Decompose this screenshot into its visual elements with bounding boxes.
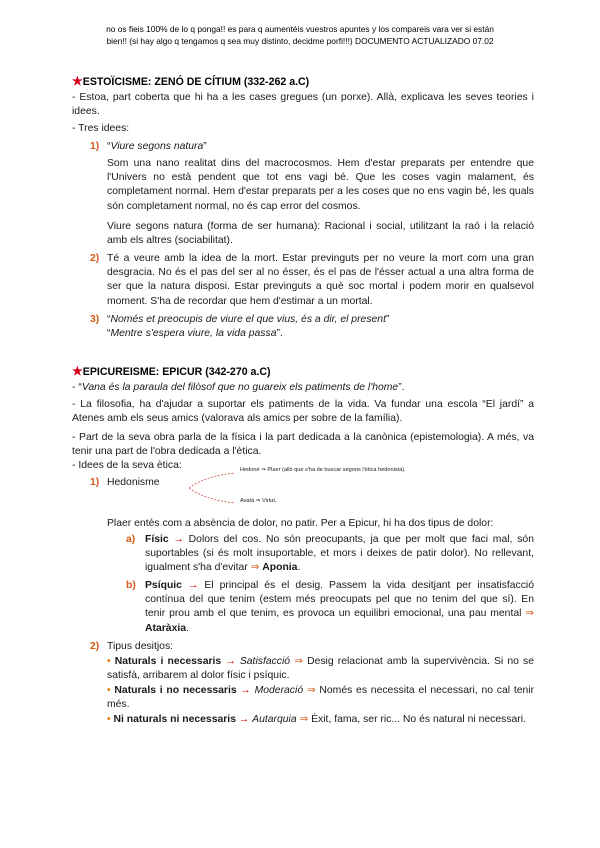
pain-psychic: Psíquic → El principal és el desig. Passem la vida desitjant per insatisfacció contínua del que tenim (estem més preocupats pel que no tenim del que sí). En tenir prou amb el que tenim, es provoca un equilibri emocional, una pau mental ⇒ Ataràxia. [145, 580, 535, 634]
arrow-right-icon: → [238, 714, 250, 725]
list-letter: b) [126, 580, 136, 591]
header-line-2: bien!! (si hay algo q tengamos q sea muy distinto, decidme porfi!!!) DOCUMENTO ACTUALIZADO 07.02 [106, 35, 494, 46]
term: Naturals i no necessaris [114, 685, 237, 696]
star-icon: ★ [72, 74, 83, 88]
desire-type [107, 713, 534, 727]
term: Ni naturals ni necessaris [113, 714, 236, 725]
paragraph: - Estoa, part coberta que hi ha a les cases gregues (un porxe). Allà, explicava les seves teories i idees. [72, 92, 534, 118]
header-note [60, 24, 540, 47]
paragraph: Plaer entès com a absència de dolor, no patir. Per a Epicur, hi ha dos tipus de dolor: [107, 518, 494, 529]
description: Desig relacionat amb la supervivència. Si no se satisfà, arribarem al dolor físic i psíquic. [107, 656, 535, 682]
term: Físic [145, 534, 169, 545]
quote-text: Viure segons natura [110, 141, 204, 152]
star-icon: ★ [72, 364, 83, 378]
quality: Autarquia [252, 714, 297, 725]
double-arrow-icon: ⇒ [250, 562, 260, 574]
quality: Moderació [254, 685, 304, 696]
bullet-icon: • [107, 714, 111, 725]
list-number: 3) [90, 314, 100, 325]
diagram-line-bottom [189, 488, 235, 503]
list-item-quote: “Mentre s'espera viure, la vida passa”. [107, 328, 283, 339]
diagram-line-top [189, 473, 235, 488]
paragraph: Som una nano realitat dins del macrocosmos. Hem d'estar preparats per entendre que l'Univers no està pendent que tot ens vagi bé. Que les coses vagin malament, és completament normal. Hem d'estar preparats per a les coses que no ens vagin bé, les quals són completament normal, no és cap error del cosmos. [107, 158, 534, 212]
list-number: 1) [90, 141, 100, 152]
list-item-quote: “Viure segons natura” [107, 141, 207, 152]
description: Dolors del cos. No són preocupants, ja que per molt que faci mal, són suportables (si és molt insuportable, et mors i deixes de patir dolor). No rellevant, igualment s'ha d'evitar [145, 534, 534, 574]
paragraph: - “Vana és la paraula del filòsof que no guareix els patiments de l'home”. [72, 382, 405, 393]
section-title-stoicism [72, 74, 309, 89]
result: Ataràxia [145, 622, 187, 634]
arrow-right-icon: → [225, 656, 236, 667]
description: Èxit, fama, ser ric... No és natural ni necessari. [311, 714, 526, 725]
hedonism-diagram-lines [185, 470, 245, 510]
section-title-text: ESTOÏCISME: ZENÓ DE CÍTIUM (332-262 a.C) [82, 76, 310, 88]
result: Aponia [262, 562, 298, 574]
header-line-1: no os fieis 100% de lo q ponga!! es para q aumentéis vuestros apuntes y los compareis vara ver si están [106, 24, 494, 34]
paragraph: - La filosofia, ha d'ajudar a suportar els patiments de la vida. Va fundar una escola “El jardí” a Atenes amb els seus amics (valorava als amics per sobre de la família). [72, 399, 534, 425]
section-title-epicureanism [72, 364, 271, 379]
desire-type [107, 655, 534, 683]
list-letter: a) [126, 534, 136, 545]
desire-type [107, 684, 534, 712]
quote-text: Mentre s'espera viure, la vida passa [110, 328, 277, 339]
quote-text: Només et preocupis de viure el que vius, és a dir, el present [110, 314, 386, 325]
list-item-quote: “Només et preocupis de viure el que vius, és a dir, el present” [107, 314, 390, 325]
description: Només es necessita el necessari, no cal tenir més. [107, 685, 535, 711]
paragraph: - Part de la seva obra parla de la física i la part dedicada a la canònica (epistemologia). A més, va tenir una part de l'obra dedicada a l'ètica. [72, 432, 534, 458]
double-arrow-icon: ⇒ [294, 656, 303, 667]
diagram-label-top: Hedoné ⇒ Plaer (allò que s'ha de buscar segons l'ètica hedonista). [240, 467, 406, 473]
double-arrow-icon: ⇒ [306, 685, 316, 696]
list-item-label: Tipus desitjos: [107, 641, 174, 652]
list-item-label: Hedonisme [107, 477, 160, 488]
paragraph: Viure segons natura (forma de ser humana): Racional i social, utilitzant la raó i la relació amb els altres (sociabilitat). [107, 221, 534, 247]
paragraph: - Idees de la seva ètica: [72, 460, 182, 471]
term: Naturals i necessaris [114, 656, 222, 667]
bullet-icon: • [107, 685, 111, 696]
paragraph: - Tres idees: [72, 123, 130, 134]
pain-physical: Físic → Dolors del cos. No són preocupants, ja que per molt que faci mal, són suportables (si és molt insuportable, et mors i deixes de patir dolor). No rellevant, igualment s'ha d'evitar ⇒ Aponia. [145, 534, 534, 574]
diagram-label-bottom: Avatà ⇒ Virtut. [240, 498, 277, 504]
list-number: 2) [90, 253, 100, 264]
paragraph: Té a veure amb la idea de la mort. Estar previnguts per no veure la mort com una gran desgracia. No és el pas del ser al no ésser, és el pas de l'ésser actual a una altra forma de ser que la natura disposi. Estar previnguts a què soc mortal i podem morir en qualsevol moment. S'ha de recordar que hem d'estimar a un mortal. [107, 253, 534, 307]
arrow-right-icon: → [240, 685, 251, 696]
quote-text: Vana és la paraula del filòsof que no guareix els patiments de l'home [81, 382, 399, 393]
bullet-icon: • [107, 656, 111, 667]
arrow-right-icon: → [187, 580, 199, 591]
term: Psíquic [145, 580, 182, 591]
double-arrow-icon: ⇒ [525, 608, 534, 620]
double-arrow-icon: ⇒ [299, 714, 309, 725]
quality: Satisfacció [239, 656, 291, 667]
list-number: 2) [90, 641, 100, 652]
arrow-right-icon: → [173, 534, 184, 545]
section-title-text: EPICUREISME: EPICUR (342-270 a.C) [82, 366, 271, 378]
list-number: 1) [90, 477, 100, 488]
description: El principal és el desig. Passem la vida desitjant per insatisfacció contínua del que tenim (estem més preocupats pel que no tenim del que sí). En tenir prou amb el que tenim, es provoca un equilibri emocional, una pau mental [145, 580, 535, 620]
